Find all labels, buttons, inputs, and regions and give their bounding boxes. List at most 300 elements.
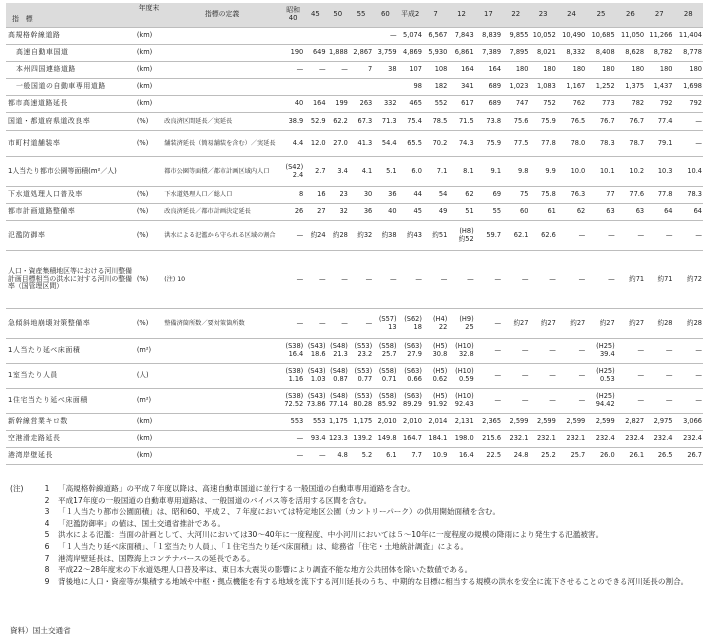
indicator-name: 空港滑走路延長 [6, 431, 136, 448]
indicator-definition [162, 62, 282, 79]
value-cell: 約43 [398, 221, 423, 251]
indicator-definition [162, 364, 282, 389]
value-cell: (H9) 25 [448, 309, 474, 339]
value-cell: 752 [529, 96, 556, 113]
table-row [6, 364, 703, 389]
value-cell: (S53) 80.28 [349, 389, 373, 414]
value-cell: 8,778 [674, 45, 704, 62]
note-number: 1 [44, 484, 50, 493]
value-cell: 3.4 [327, 157, 349, 187]
value-cell: 8,021 [529, 45, 556, 62]
note-label [10, 506, 36, 518]
value-cell: (H5) 30.8 [423, 339, 448, 364]
value-cell: — [282, 309, 304, 339]
indicator-definition: 整備済箇所数／要対策箇所数 [162, 309, 282, 339]
value-cell: 7.7 [398, 448, 423, 465]
value-cell: 55 [475, 204, 502, 221]
value-cell: 8,839 [475, 28, 502, 45]
value-cell: (H8) 約52 [448, 221, 474, 251]
indicator-unit: (m²) [136, 339, 162, 364]
note-label [10, 564, 36, 576]
value-cell: (S53) 0.77 [349, 364, 373, 389]
header-year: 17 [475, 3, 502, 28]
value-cell: — [349, 251, 373, 309]
note-label [10, 576, 36, 588]
value-cell: 41.3 [349, 131, 373, 157]
value-cell: 16 [304, 187, 326, 204]
indicator-unit: (%) [136, 309, 162, 339]
value-cell: — [373, 251, 397, 309]
value-cell: 232.4 [616, 431, 645, 448]
note-number: 2 [44, 495, 50, 505]
value-cell: 5.1 [373, 157, 397, 187]
indicator-definition: 下水道処理人口／総人口 [162, 187, 282, 204]
indicator-unit: (km) [136, 414, 162, 431]
value-cell: 54 [423, 187, 448, 204]
indicator-unit: (km) [136, 45, 162, 62]
value-cell: 149.8 [373, 431, 397, 448]
table-header-row [6, 3, 703, 28]
value-cell: 2,827 [616, 414, 645, 431]
value-cell: 465 [398, 96, 423, 113]
value-cell: (H5) 91.92 [423, 389, 448, 414]
indicator-name: 都市高速道路延長 [6, 96, 136, 113]
value-cell: — [475, 339, 502, 364]
value-cell: 762 [557, 96, 586, 113]
value-cell [349, 79, 373, 96]
value-cell: 7 [349, 62, 373, 79]
value-cell: — [475, 364, 502, 389]
value-cell: 8 [282, 187, 304, 204]
value-cell: 232.4 [674, 431, 704, 448]
value-cell: 6,861 [448, 45, 474, 62]
value-cell: 9.9 [529, 157, 556, 187]
note-number: 8 [44, 565, 50, 575]
value-cell: 649 [304, 45, 326, 62]
value-cell: 27.0 [327, 131, 349, 157]
value-cell: — [475, 251, 502, 309]
note-number: 4 [44, 518, 50, 528]
value-cell: — [586, 251, 615, 309]
note-item [10, 529, 700, 541]
table-row [6, 221, 703, 251]
note-item [10, 553, 700, 565]
value-cell: 11,266 [645, 28, 673, 45]
value-cell: 約27 [502, 309, 529, 339]
value-cell: 63 [586, 204, 615, 221]
note-number: 5 [44, 530, 50, 540]
value-cell: 9.8 [502, 157, 529, 187]
value-cell: (S48) 0.87 [327, 364, 349, 389]
value-cell: (H10) 92.43 [448, 389, 474, 414]
value-cell: 215.6 [475, 431, 502, 448]
value-cell: (S57) 13 [373, 309, 397, 339]
value-cell: 8,332 [557, 45, 586, 62]
value-cell: — [616, 389, 645, 414]
value-cell: 139.2 [349, 431, 373, 448]
value-cell: 約71 [645, 251, 673, 309]
value-cell: — [502, 251, 529, 309]
value-cell: 2,010 [373, 414, 397, 431]
table-row [6, 204, 703, 221]
indicator-definition [162, 96, 282, 113]
value-cell: — [282, 221, 304, 251]
value-cell: 38 [373, 62, 397, 79]
value-cell: (H5) 0.62 [423, 364, 448, 389]
value-cell: 8,782 [645, 45, 673, 62]
note-number: 6 [44, 541, 50, 551]
table-row [6, 157, 703, 187]
value-cell: — [529, 389, 556, 414]
value-cell: — [674, 339, 704, 364]
value-cell: — [674, 389, 704, 414]
value-cell: 約28 [645, 309, 673, 339]
value-cell: — [304, 251, 326, 309]
value-cell: (H25) 39.4 [586, 339, 615, 364]
indicator-definition: 改良済区間延長／実延長 [162, 113, 282, 131]
value-cell: 553 [304, 414, 326, 431]
value-cell: 2,365 [475, 414, 502, 431]
value-cell: 44 [398, 187, 423, 204]
value-cell: 232.4 [586, 431, 615, 448]
indicator-name: 一般国道の自動車専用道路 [6, 79, 136, 96]
value-cell: 77.6 [616, 187, 645, 204]
indicator-definition: 改良済延長／都市計画決定延長 [162, 204, 282, 221]
value-cell: 232.1 [557, 431, 586, 448]
indicator-unit: (%) [136, 251, 162, 309]
value-cell: 2,867 [349, 45, 373, 62]
value-cell: 73.8 [475, 113, 502, 131]
indicator-unit: (%) [136, 221, 162, 251]
indicator-name: 人口・資産集積地区等における河川整備計画目標相当の洪水に対する河川の整備率（国管理区間） [6, 251, 136, 309]
value-cell: 36 [373, 187, 397, 204]
indicator-name: 高速自動車国道 [6, 45, 136, 62]
value-cell: — [373, 28, 397, 45]
value-cell: 553 [282, 414, 304, 431]
value-cell: 5,074 [398, 28, 423, 45]
note-text: 洪水による氾濫：当面の計画として、大河川においては30〜40年に一度程度、中小河川においては５〜10年に一度程度の規模の降雨により発生する氾濫被害。 [58, 530, 604, 540]
header-year: 60 [373, 3, 397, 28]
value-cell: 10.9 [423, 448, 448, 465]
value-cell: 689 [475, 79, 502, 96]
value-cell: 180 [557, 62, 586, 79]
value-cell: 約32 [349, 221, 373, 251]
value-cell: 約24 [304, 221, 326, 251]
value-cell: 約27 [616, 309, 645, 339]
value-cell: 61 [529, 204, 556, 221]
value-cell: 22.5 [475, 448, 502, 465]
value-cell: — [304, 448, 326, 465]
indicator-definition [162, 45, 282, 62]
header-fiscal-year-label: 年度末 [138, 4, 160, 12]
value-cell: 51 [448, 204, 474, 221]
value-cell: 76.7 [616, 113, 645, 131]
value-cell: 78.3 [586, 131, 615, 157]
value-cell: 1,083 [529, 79, 556, 96]
value-cell: 98 [398, 79, 423, 96]
value-cell: — [475, 389, 502, 414]
value-cell: 59.7 [475, 221, 502, 251]
header-year: 12 [448, 3, 474, 28]
value-cell: 64 [645, 204, 673, 221]
value-cell: — [448, 251, 474, 309]
value-cell: (S43) 73.86 [304, 389, 326, 414]
value-cell: 180 [529, 62, 556, 79]
indicator-definition: 都市公園等面積／都市計画区域内人口 [162, 157, 282, 187]
value-cell: 30 [349, 187, 373, 204]
value-cell: (S48) 21.3 [327, 339, 349, 364]
value-cell: 182 [423, 79, 448, 96]
value-cell: 23 [327, 187, 349, 204]
value-cell: — [557, 389, 586, 414]
note-text: 背後地に人口・資産等が集積する地域や中枢・拠点機能を有する地域を流下する河川延長のうち、中期的な目標に相当する規模の洪水を安全に流下させることのできる河川延長の割合。 [58, 576, 689, 586]
header-year: 7 [423, 3, 448, 28]
source-note: 資料）国土交通省 [10, 626, 71, 635]
note-number: 9 [44, 576, 50, 586]
header-year: 55 [349, 3, 373, 28]
indicator-name: 本州四国連絡道路 [6, 62, 136, 79]
value-cell: 4.4 [282, 131, 304, 157]
value-cell: — [674, 131, 704, 157]
value-cell: 8.1 [448, 157, 474, 187]
header-year: 25 [586, 3, 615, 28]
indicator-name: 国道・都道府県道改良率 [6, 113, 136, 131]
header-corner [6, 3, 162, 28]
value-cell: 552 [423, 96, 448, 113]
value-cell: 7,843 [448, 28, 474, 45]
note-text: 「氾濫防御率」の値は、国土交通省推計である。 [58, 518, 226, 528]
value-cell: 617 [448, 96, 474, 113]
indicator-unit: (km) [136, 79, 162, 96]
value-cell: — [645, 221, 673, 251]
value-cell: 約27 [557, 309, 586, 339]
value-cell: 75.9 [529, 113, 556, 131]
value-cell: 26 [282, 204, 304, 221]
value-cell: — [557, 339, 586, 364]
table-row [6, 339, 703, 364]
value-cell [282, 79, 304, 96]
value-cell: 773 [586, 96, 615, 113]
value-cell: (S38) 1.16 [282, 364, 304, 389]
value-cell: 25.7 [557, 448, 586, 465]
value-cell [327, 28, 349, 45]
value-cell: 93.4 [304, 431, 326, 448]
value-cell: 4.8 [327, 448, 349, 465]
value-cell: — [304, 309, 326, 339]
value-cell: (S63) 27.9 [398, 339, 423, 364]
value-cell: (S63) 89.29 [398, 389, 423, 414]
value-cell: 332 [373, 96, 397, 113]
indicator-unit: (%) [136, 204, 162, 221]
value-cell: 5.2 [349, 448, 373, 465]
value-cell: 190 [282, 45, 304, 62]
value-cell: 75.6 [502, 113, 529, 131]
value-cell: — [327, 62, 349, 79]
value-cell: 38.9 [282, 113, 304, 131]
value-cell: (S53) 23.2 [349, 339, 373, 364]
value-cell: 2,599 [529, 414, 556, 431]
value-cell: — [423, 251, 448, 309]
note-number: 3 [44, 507, 50, 517]
value-cell: 62.1 [502, 221, 529, 251]
value-cell [282, 28, 304, 45]
value-cell: 747 [502, 96, 529, 113]
header-indicator-label: 指 標 [12, 15, 33, 24]
value-cell [349, 28, 373, 45]
value-cell: 78.3 [674, 187, 704, 204]
table-body [6, 28, 703, 465]
value-cell: 約27 [586, 309, 615, 339]
note-text: 平成17年度の一般国道の自動車専用道路は、一般国道のバイパス等を活用する区間を含む。 [58, 495, 372, 505]
value-cell: (H25) 94.42 [586, 389, 615, 414]
infrastructure-table [6, 3, 703, 465]
table-row [6, 187, 703, 204]
value-cell: 10.3 [645, 157, 673, 187]
value-cell: 1,698 [674, 79, 704, 96]
indicator-unit [136, 157, 162, 187]
table-row [6, 131, 703, 157]
value-cell: 792 [645, 96, 673, 113]
header-year: 50 [327, 3, 349, 28]
indicator-definition: 洪水による氾濫から守られる区域の割合 [162, 221, 282, 251]
value-cell: (H25) 0.53 [586, 364, 615, 389]
value-cell: (S42) 2.4 [282, 157, 304, 187]
value-cell: 2,599 [557, 414, 586, 431]
value-cell: — [616, 221, 645, 251]
value-cell: (S43) 18.6 [304, 339, 326, 364]
value-cell: 689 [475, 96, 502, 113]
value-cell: 62.6 [529, 221, 556, 251]
value-cell [304, 79, 326, 96]
value-cell: 6.1 [373, 448, 397, 465]
indicator-name: 1人当たり延べ床面積 [6, 339, 136, 364]
value-cell: 2,131 [448, 414, 474, 431]
value-cell: 7,389 [475, 45, 502, 62]
note-item [10, 483, 700, 495]
value-cell: 71.3 [373, 113, 397, 131]
value-cell: 78.7 [616, 131, 645, 157]
indicator-definition [162, 79, 282, 96]
value-cell: 27 [304, 204, 326, 221]
value-cell: 6,567 [423, 28, 448, 45]
table-row [6, 251, 703, 309]
indicator-name: 氾濫防御率 [6, 221, 136, 251]
value-cell: — [674, 364, 704, 389]
value-cell: (S58) 85.92 [373, 389, 397, 414]
value-cell: 123.3 [327, 431, 349, 448]
value-cell: 10.0 [557, 157, 586, 187]
value-cell: 1,023 [502, 79, 529, 96]
value-cell: — [502, 389, 529, 414]
value-cell: — [282, 251, 304, 309]
value-cell: 36 [349, 204, 373, 221]
value-cell: 9.1 [475, 157, 502, 187]
header-year: 26 [616, 3, 645, 28]
note-text: 「１人当たり延べ床面積」、「１室当たり人員」、「１住宅当たり延べ床面積」は、総務省「住宅・土地統計調査」による。 [58, 541, 469, 551]
value-cell: 32 [327, 204, 349, 221]
value-cell: (S38) 72.52 [282, 389, 304, 414]
indicator-unit: (%) [136, 131, 162, 157]
value-cell: 約72 [674, 251, 704, 309]
value-cell: 63 [616, 204, 645, 221]
value-cell: 10.4 [674, 157, 704, 187]
value-cell: — [282, 62, 304, 79]
indicator-name: 新幹線営業キロ数 [6, 414, 136, 431]
note-item [10, 564, 700, 576]
value-cell: (S62) 18 [398, 309, 423, 339]
value-cell: 107 [398, 62, 423, 79]
value-cell: (S58) 0.71 [373, 364, 397, 389]
indicator-unit: (km) [136, 431, 162, 448]
value-cell: — [529, 339, 556, 364]
value-cell: 75.9 [475, 131, 502, 157]
note-label [10, 553, 36, 565]
value-cell: 26.0 [586, 448, 615, 465]
value-cell: 79.1 [645, 131, 673, 157]
value-cell: (S58) 25.7 [373, 339, 397, 364]
value-cell: 2.7 [304, 157, 326, 187]
note-item [10, 576, 700, 588]
indicator-unit: (%) [136, 113, 162, 131]
note-label [10, 541, 36, 553]
value-cell: 約28 [674, 309, 704, 339]
value-cell: 78.5 [423, 113, 448, 131]
note-text: 港湾岸壁延長は、国際海上コンテナバースの延長である。 [58, 553, 255, 563]
value-cell: 約28 [327, 221, 349, 251]
indicator-name: 1住宅当たり延べ床面積 [6, 389, 136, 414]
value-cell: 2,975 [645, 414, 673, 431]
header-year: 22 [502, 3, 529, 28]
table-row [6, 96, 703, 113]
value-cell: 164 [304, 96, 326, 113]
value-cell: 180 [586, 62, 615, 79]
header-year: 23 [529, 3, 556, 28]
value-cell: 180 [645, 62, 673, 79]
value-cell: — [674, 221, 704, 251]
indicator-unit: (km) [136, 62, 162, 79]
value-cell: 77.8 [529, 131, 556, 157]
value-cell: 782 [616, 96, 645, 113]
indicator-unit: (km) [136, 448, 162, 465]
indicator-definition [162, 414, 282, 431]
indicator-definition [162, 339, 282, 364]
value-cell: 2,599 [586, 414, 615, 431]
indicator-definition [162, 431, 282, 448]
value-cell: 1,175 [349, 414, 373, 431]
header-year: 平成2 [398, 3, 423, 28]
value-cell: (S63) 0.66 [398, 364, 423, 389]
value-cell: — [586, 221, 615, 251]
value-cell: 40 [282, 96, 304, 113]
note-label [10, 529, 36, 541]
note-number: 7 [44, 553, 50, 563]
value-cell: 25.2 [529, 448, 556, 465]
value-cell: 1,437 [645, 79, 673, 96]
table-row [6, 28, 703, 45]
value-cell: 232.4 [645, 431, 673, 448]
header-definition: 指標の定義 [162, 3, 282, 28]
value-cell: — [645, 389, 673, 414]
value-cell: 1,252 [586, 79, 615, 96]
note-text: 平成22〜28年度末の下水道処理人口普及率は、東日本大震災の影響により調査不能な地方公共団体を除いた数値である。 [58, 565, 473, 575]
value-cell: (H10) 32.8 [448, 339, 474, 364]
value-cell: — [349, 309, 373, 339]
value-cell: 263 [349, 96, 373, 113]
table-row [6, 79, 703, 96]
indicator-definition [162, 28, 282, 45]
value-cell: 24.8 [502, 448, 529, 465]
value-cell: 5,930 [423, 45, 448, 62]
